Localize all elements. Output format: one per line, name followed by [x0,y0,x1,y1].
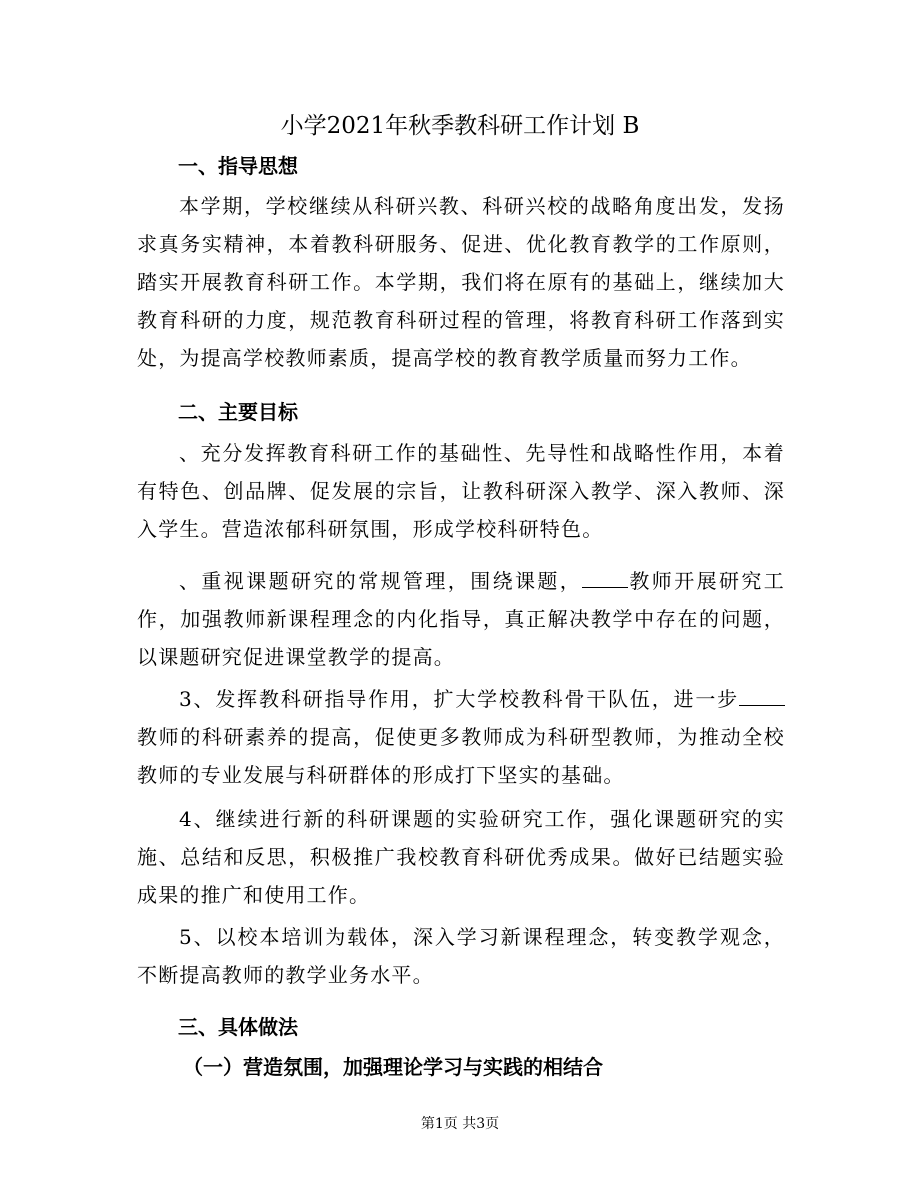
document-title: 小学2021年秋季教科研工作计划 B [280,113,640,139]
goal-item-4: 4、继续进行新的科研课题的实验研究工作，强化课题研究的实施、总结和反思，积极推广我校教育科研优秀成果。做好已结题实验成果的推广和使用工作。 [137,807,785,907]
subsection-heading-atmosphere: （一）营造氛围，加强理论学习与实践的相结合 [183,1055,603,1079]
goal-item-2 [137,562,785,676]
goal-item-3 [137,680,785,794]
goal-item-2-text-start: 、重视课题研究的常规管理，围绕课题， [179,569,583,593]
page-footer: 第1页 共3页 [420,1116,500,1132]
section-heading-guiding-thought: 一、指导思想 [178,154,298,178]
goal-item-2-text-end: 教师开展研究工作，加强教师新课程理念的内化指导，真正解决教学中存在的问题，以课题研究促进课堂教学的提高。 [137,569,785,669]
blank-underline [739,689,785,706]
goal-item-3-text-start: 3、发挥教科研指导作用，扩大学校教科骨干队伍，进一步 [179,687,739,711]
goal-item-1: 、充分发挥教育科研工作的基础性、先导性和战略性作用，本着有特色、创品牌、促发展的宗旨，让教科研深入教学、深入教师、深入学生。营造浓郁科研氛围，形成学校科研特色。 [137,441,785,541]
goal-item-3-text-end: 教师的科研素养的提高，促使更多教师成为科研型教师，为推动全校教师的专业发展与科研群体的形成打下坚实的基础。 [137,725,785,787]
goal-item-5: 5、以校本培训为载体，深入学习新课程理念，转变教学观念，不断提高教师的教学业务水平。 [137,925,785,987]
section-heading-methods: 三、具体做法 [178,1015,298,1039]
blank-underline [582,571,628,588]
paragraph-guiding-thought: 本学期，学校继续从科研兴教、科研兴校的战略角度出发，发扬求真务实精神，本着教科研服务、促进、优化教育教学的工作原则，踏实开展教育科研工作。本学期，我们将在原有的基础上，继续加大教育科研的力度，规范教育科研过程的管理，将教育科研工作落到实处，为提高学校教师素质，提高学校的教育教学质量而努力工作。 [137,194,785,370]
section-heading-main-goals: 二、主要目标 [178,400,298,424]
